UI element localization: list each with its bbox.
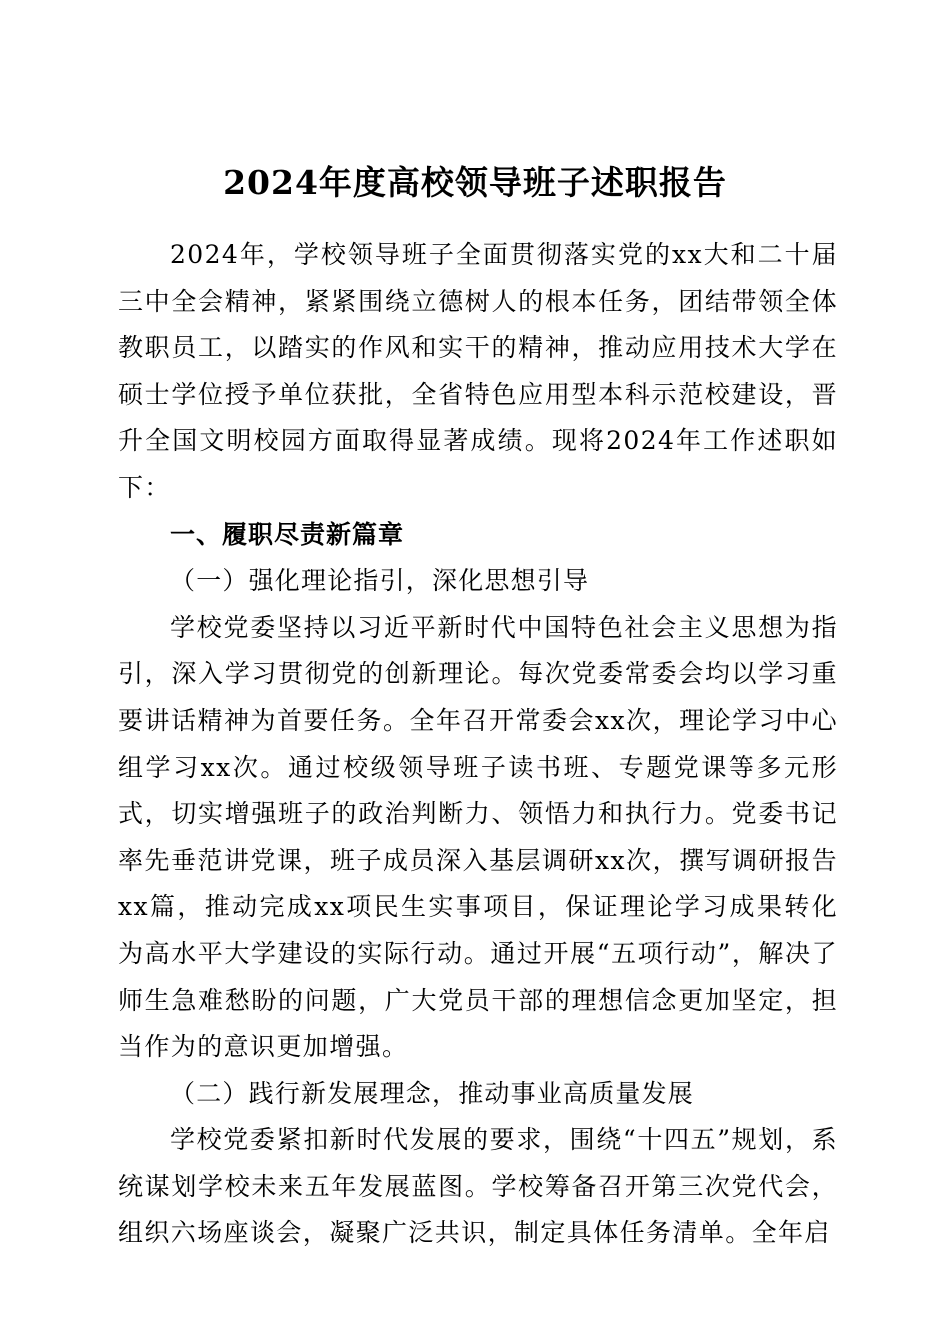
subsection-2-paragraph: 学校党委紧扣新时代发展的要求，围绕“十四五”规划，系统谋划学校未来五年发展蓝图。学校筹备召开第三次党代会，组织六场座谈会，凝聚广泛共识，制定具体任务清单。全年启	[118, 1125, 838, 1248]
section-heading-1: 一、履职尽责新篇章	[170, 519, 405, 549]
subsection-heading-2: （二）践行新发展理念，推动事业高质量发展	[170, 1078, 695, 1108]
subsection-1-paragraph: 学校党委坚持以习近平新时代中国特色社会主义思想为指引，深入学习贯彻党的创新理论。每次党委常委会均以学习重要讲话精神为首要任务。全年召开常委会xx次，理论学习中心组学习xx次。通过校级领导班子读书班、专题党课等多元形式，切实增强班子的政治判断力、领悟力和执行力。党委书记率先垂范讲党课，班子成员深入基层调研xx次，撰写调研报告xx篇，推动完成xx项民生实事项目，保证理论学习成果转化为高水平大学建设的实际行动。通过开展“五项行动”，解决了师生急难愁盼的问题，广大党员干部的理想信念更加坚定，担当作为的意识更加增强。	[118, 612, 838, 1062]
subsection-heading-1: （一）强化理论指引，深化思想引导	[170, 566, 590, 596]
document-title: 2024年度高校领导班子述职报告	[223, 163, 727, 203]
document-body	[118, 232, 838, 1257]
intro-paragraph: 2024年，学校领导班子全面贯彻落实党的xx大和二十届三中全会精神，紧紧围绕立德树人的根本任务，团结带领全体教职员工，以踏实的作风和实干的精神，推动应用技术大学在硕士学位授予单位获批，全省特色应用型本科示范校建设，晋升全国文明校园方面取得显著成绩。现将2024年工作述职如下：	[118, 240, 838, 502]
